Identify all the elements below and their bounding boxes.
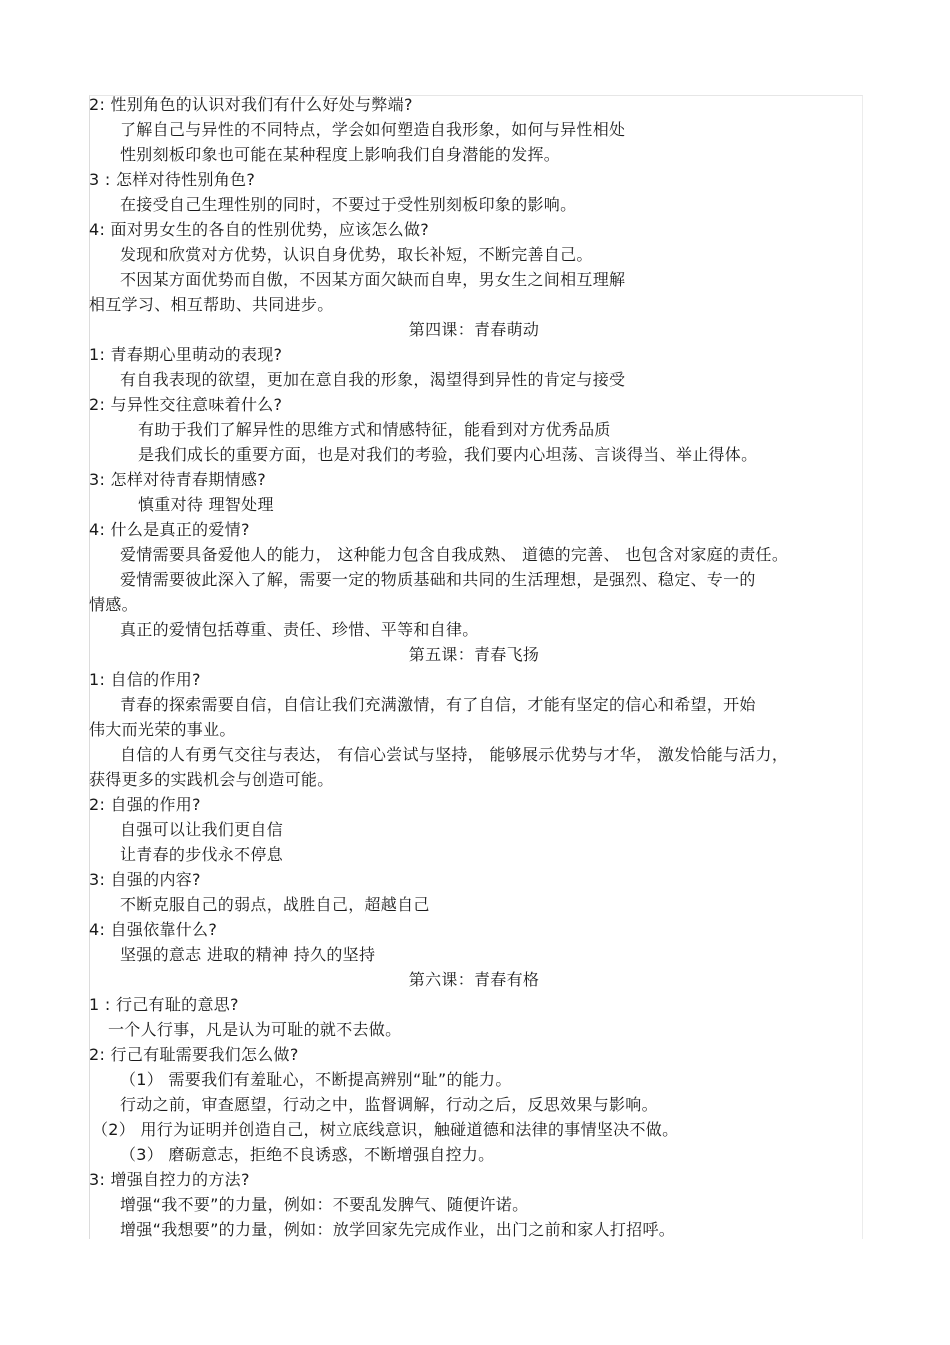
text-line: 坚强的意志 进取的精神 持久的坚持: [120, 945, 376, 964]
text-line: 1: 自信的作用?: [89, 670, 201, 689]
text-line: 1: 青春期心里萌动的表现?: [89, 345, 283, 364]
text-line: 2: 性别角色的认识对我们有什么好处与弊端?: [89, 95, 413, 114]
text-line: 发现和欣赏对方优势，认识自身优势，取长补短，不断完善自己。: [120, 245, 593, 264]
text-line: 自信的人有勇气交往与表达， 有信心尝试与坚持， 能够展示优势与才华， 激发恰能与活力，: [120, 745, 789, 764]
lesson-heading: 第六课：青春有格: [408, 970, 540, 989]
lesson-heading: 第五课：青春飞扬: [408, 645, 540, 664]
text-line: 让青春的步伐永不停息: [120, 845, 284, 864]
text-line: 伟大而光荣的事业。: [89, 720, 236, 739]
text-line: 了解自己与异性的不同特点，学会如何塑造自我形象，如何与异性相处: [120, 120, 626, 139]
text-line: 增强“我不要”的力量，例如：不要乱发脾气、随便许诺。: [120, 1195, 529, 1214]
text-line: 不断克服自己的弱点，战胜自己，超越自己: [120, 895, 430, 914]
text-line: 有助于我们了解异性的思维方式和情感特征，能看到对方优秀品质: [138, 420, 611, 439]
lesson-heading: 第四课：青春萌动: [408, 320, 540, 339]
text-line: 行动之前，审查愿望，行动之中，监督调解，行动之后，反思效果与影响。: [120, 1095, 658, 1114]
text-line: 3: 怎样对待青春期情感?: [89, 470, 267, 489]
text-line: 4: 什么是真正的爱情?: [89, 520, 250, 539]
text-line: 是我们成长的重要方面，也是对我们的考验，我们要内心坦荡、言谈得当、举止得体。: [138, 445, 758, 464]
text-line: 3 : 怎样对待性别角色?: [89, 170, 256, 189]
text-line: 1 : 行己有耻的意思?: [89, 995, 239, 1014]
text-line: 慎重对待 理智处理: [138, 495, 274, 514]
text-line: 真正的爱情包括尊重、责任、珍惜、平等和自律。: [120, 620, 479, 639]
text-line: 4: 面对男女生的各自的性别优势，应该怎么做?: [89, 220, 430, 239]
text-line: 获得更多的实践机会与创造可能。: [89, 770, 334, 789]
text-line: （3） 磨砺意志，拒绝不良诱惑，不断增强自控力。: [120, 1145, 495, 1164]
text-line: 自强可以让我们更自信: [120, 820, 284, 839]
text-line: 一个人行事，凡是认为可耻的就不去做。: [108, 1020, 402, 1039]
text-line: 有自我表现的欲望，更加在意自我的形象，渴望得到异性的肯定与接受: [120, 370, 626, 389]
text-line: 增强“我想要”的力量，例如：放学回家先完成作业，出门之前和家人打招呼。: [120, 1220, 676, 1239]
text-line: 3: 增强自控力的方法?: [89, 1170, 250, 1189]
text-line: 2: 自强的作用?: [89, 795, 201, 814]
text-line: 爱情需要具备爱他人的能力， 这种能力包含自我成熟、 道德的完善、 也包含对家庭的责任。: [120, 545, 789, 564]
text-line: 在接受自己生理性别的同时，不要过于受性别刻板印象的影响。: [120, 195, 577, 214]
text-line: 2: 与异性交往意味着什么?: [89, 395, 283, 414]
text-line: 青春的探索需要自信，自信让我们充满激情，有了自信，才能有坚定的信心和希望，开始: [120, 695, 756, 714]
text-line: 4: 自强依靠什么?: [89, 920, 218, 939]
text-line: 相互学习、相互帮助、共同进步。: [89, 295, 334, 314]
text-line: 情感。: [89, 595, 138, 614]
text-line: （2） 用行为证明并创造自己，树立底线意识，触碰道德和法律的事情坚决不做。: [92, 1120, 679, 1139]
text-line: 爱情需要彼此深入了解，需要一定的物质基础和共同的生活理想，是强烈、稳定、专一的: [120, 570, 756, 589]
text-line: （1） 需要我们有羞耻心，不断提高辨别“耻”的能力。: [120, 1070, 512, 1089]
text-line: 性别刻板印象也可能在某种程度上影响我们自身潜能的发挥。: [120, 145, 561, 164]
text-line: 不因某方面优势而自傲，不因某方面欠缺而自卑，男女生之间相互理解: [120, 270, 626, 289]
text-line: 2: 行己有耻需要我们怎么做?: [89, 1045, 299, 1064]
text-line: 3: 自强的内容?: [89, 870, 201, 889]
